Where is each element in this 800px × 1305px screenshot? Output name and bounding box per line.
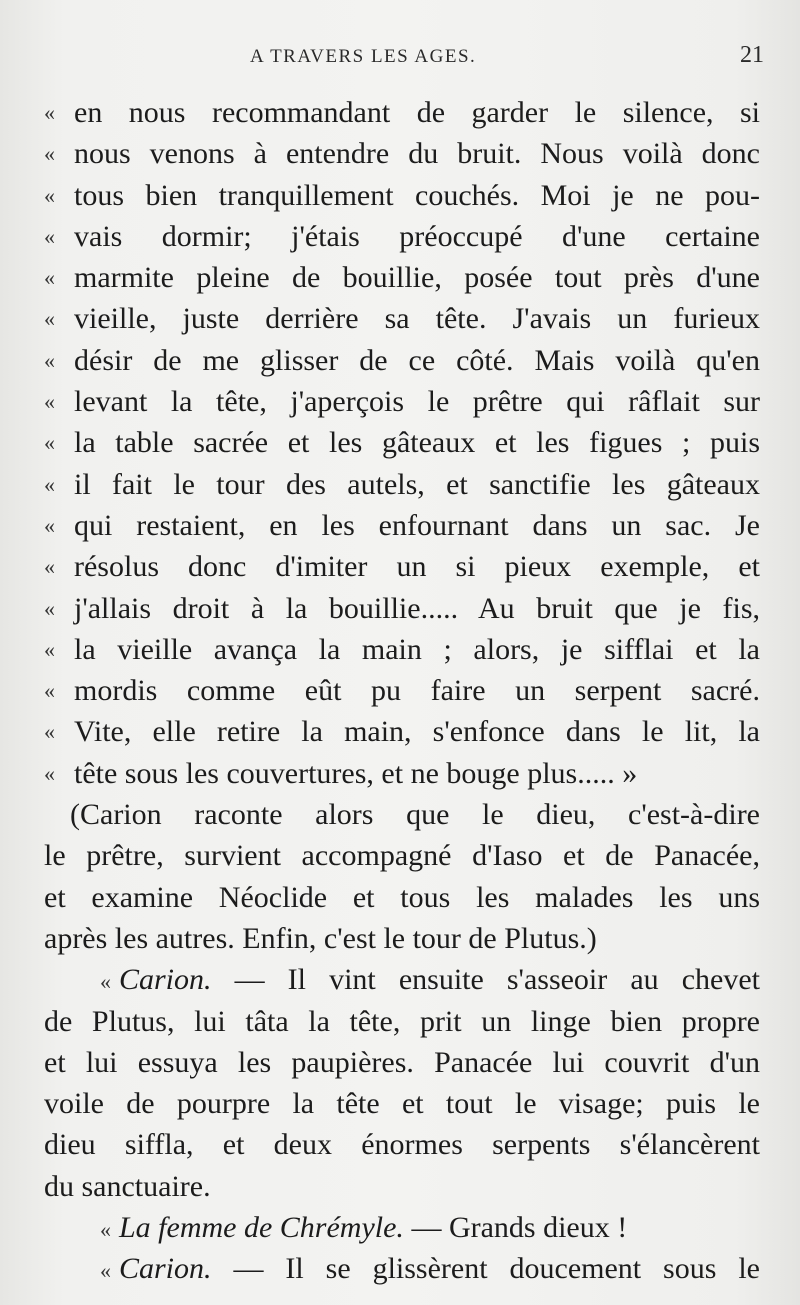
text-line: voile de pourpre la tête et tout le visage; puis le (44, 1087, 760, 1121)
quote-mark: « (44, 389, 55, 415)
text-line: et examine Néoclide et tous les malades les uns (44, 880, 760, 914)
dialogue-woman (44, 1207, 760, 1248)
text-line: dieu siffla, et deux énormes serpents s'élancèrent (44, 1128, 760, 1162)
quote-mark: « (44, 223, 55, 249)
text-line: « tous bien tranquillement couchés. Moi je ne pou- (44, 175, 760, 216)
page-body (44, 92, 760, 1290)
text-line: « levant la tête, j'aperçois le prêtre qui râflait sur (44, 381, 760, 422)
quote-mark: « (44, 430, 55, 456)
text-line: de Plutus, lui tâta la tête, prit un linge bien propre (44, 1004, 760, 1038)
quote-mark: « (44, 141, 55, 167)
text-line: après les autres. Enfin, c'est le tour de Plutus.) (44, 921, 597, 955)
text-line: « qui restaient, en les enfournant dans un sac. Je (44, 505, 760, 546)
quote-mark: « (44, 471, 55, 497)
quote-mark: « (44, 265, 55, 291)
dialogue-carion-2 (44, 1248, 760, 1289)
quote-mark: « (44, 347, 55, 373)
text-line: « la table sacrée et les gâteaux et les figues ; puis (44, 422, 760, 463)
text-line: (Carion raconte alors que le dieu, c'est-à-dire (70, 798, 760, 832)
running-head: A TRAVERS LES AGES. (250, 46, 477, 67)
text-line: « résolus donc d'imiter un si pieux exemple, et (44, 546, 760, 587)
text-line: « j'allais droit à la bouillie..... Au bruit que je fis, (44, 588, 760, 629)
quote-mark: « (44, 306, 55, 332)
quote-mark: « (100, 1258, 111, 1284)
text-line: « Vite, elle retire la main, s'enfonce dans le lit, la (44, 711, 760, 752)
dialogue-carion (44, 959, 760, 1207)
quote-mark: « (100, 1217, 111, 1243)
text-line: et lui essuya les paupières. Panacée lui couvrit d'un (44, 1045, 760, 1079)
text-line: « nous venons à entendre du bruit. Nous voilà donc (44, 133, 760, 174)
speaker-name: La femme de Chrémyle. (119, 1211, 404, 1245)
quote-mark: « (44, 182, 55, 208)
speaker-name: Carion. (119, 1252, 212, 1286)
text-line: « La femme de Chrémyle. — Grands dieux ! (100, 1211, 628, 1245)
quote-mark: « (44, 100, 55, 125)
quote-mark: « (44, 595, 55, 621)
text-line: « marmite pleine de bouillie, posée tout près d'une (44, 257, 760, 298)
text-line: « Carion. — Il se glissèrent doucement sous le (100, 1252, 760, 1286)
page-number: 21 (740, 42, 764, 68)
page-header (0, 40, 800, 74)
quote-mark: « (44, 678, 55, 704)
narration-paragraph (44, 794, 760, 959)
quote-mark: « (44, 554, 55, 580)
text-line: « il fait le tour des autels, et sanctifie les gâteaux (44, 464, 760, 505)
quote-mark: « (44, 636, 55, 662)
text-line: « tête sous les couvertures, et ne bouge plus..... » (44, 753, 760, 794)
text-line: le prêtre, survient accompagné d'Iaso et de Panacée, (44, 839, 760, 873)
quote-mark: « (44, 719, 55, 745)
quoted-verse-block (44, 92, 760, 794)
text-line: « Carion. — Il vint ensuite s'asseoir au chevet (100, 963, 761, 997)
quote-mark: « (100, 969, 111, 995)
speaker-name: Carion. (119, 963, 212, 997)
text-line: « mordis comme eût pu faire un serpent sacré. (44, 670, 760, 711)
text-line: « la vieille avança la main ; alors, je sifflai et la (44, 629, 760, 670)
quote-mark: « (44, 760, 55, 786)
text-line: « vais dormir; j'étais préoccupé d'une certaine (44, 216, 760, 257)
text-line: du sanctuaire. (44, 1169, 211, 1203)
text-line: « en nous recommandant de garder le silence, si (44, 92, 760, 133)
text-line: « désir de me glisser de ce côté. Mais voilà qu'en (44, 340, 760, 381)
text-line: « vieille, juste derrière sa tête. J'avais un furieux (44, 298, 760, 339)
quote-mark: « (44, 512, 55, 538)
